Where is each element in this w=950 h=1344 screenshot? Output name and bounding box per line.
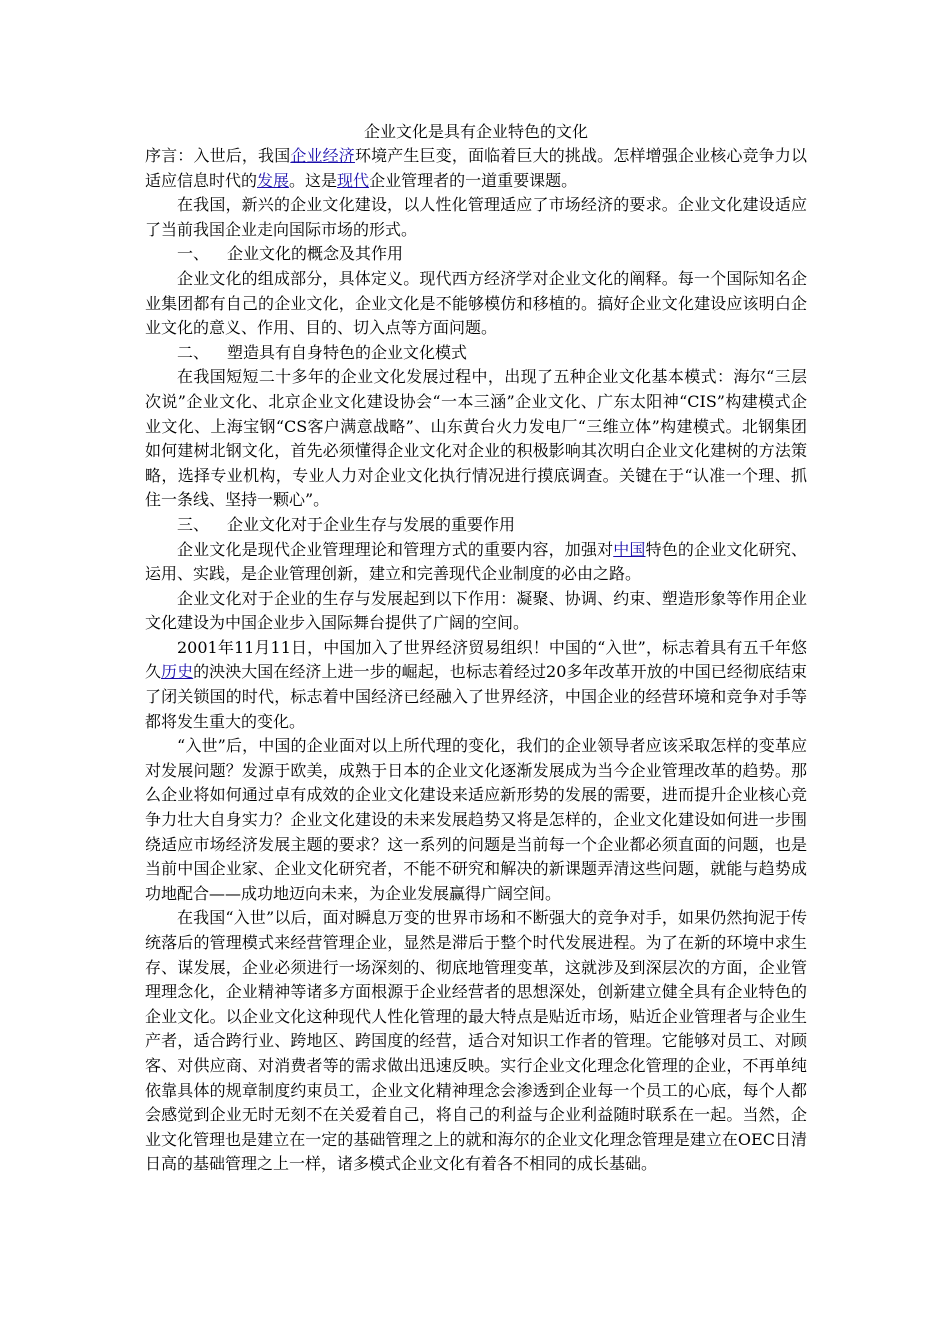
paragraph-7: “入世”后，中国的企业面对以上所代理的变化，我们的企业领导者应该采取怎样的变革应对发展问题？发源于欧美，成熟于日本的企业文化逐渐发展成为当今企业管理改革的趋势。那么企业将如何通过卓有成效的企业文化建设来适应新形势的发展的需要，进而提升企业核心竞争力壮大自身实力？企业文化建设的未来发展趋势又将是怎样的，企业文化建设如何进一步围绕适应市场经济发展主题的要求？这一系列的问题是当前每一个企业都必须直面的问题，也是当前中国企业家、企业文化研究者，不能不研究和解决的新课题弄清这些问题，就能与趋势成功地配合——成功地迈向未来，为企业发展赢得广阔空间。 (145, 736, 807, 903)
section-heading-3 (145, 513, 807, 538)
link-enterprise-economy[interactable]: 企业经济 (290, 146, 355, 165)
paragraph-4-text-2: 特色的企业文化研究、运用、实践，是企业管理创新，建立和完善现代企业制度的必由之路。 (145, 539, 807, 584)
section-title-1: 企业文化的概念及其作用 (227, 244, 404, 264)
section-number-3: 三、 (177, 514, 210, 534)
preface-text-1: 序言：入世后，我国 (145, 146, 291, 165)
paragraph-8: 在我国“入世”以后，面对瞬息万变的世界市场和不断强大的竞争对手，如果仍然拘泥于传统落后的管理模式来经营管理企业，显然是滞后于整个时代发展进程。为了在新的环境中求生存、谋发展，企业必须进行一场深刻的、彻底地管理变革，这就涉及到深层次的方面，企业管理理念化，企业精神等诸多方面根源于企业经营者的思想深处，创新建立健全具有企业特色的企业文化。以企业文化这种现代人性化管理的最大特点是贴近市场，贴近企业管理者与企业生产者，适合跨行业、跨地区、跨国度的经营，适合对知识工作者的管理。它能够对员工、对顾客、对供应商、对消费者等的需求做出迅速反映。实行企业文化理念化管理的企业，不再单纯依靠具体的规章制度约束员工，企业文化精神理念会渗透到企业每一个员工的心底，每个人都会感觉到企业无时无刻不在关爱着自己，将自己的利益与企业利益随时联系在一起。当然，企业文化管理也是建立在一定的基础管理之上的就和海尔的企业文化理念管理是建立在OEC日清日高的基础管理之上一样，诸多模式企业文化有着各不相同的成长基础。 (145, 908, 807, 1174)
paragraph-1: 在我国，新兴的企业文化建设，以人性化管理适应了市场经济的要求。企业文化建设适应了当前我国企业走向国际市场的形式。 (145, 195, 807, 239)
link-development[interactable]: 发展 (257, 170, 290, 190)
document-title: 企业文化是具有企业特色的文化 (363, 122, 588, 141)
section-number-2: 二、 (177, 342, 210, 362)
paragraph-6-text-2: 的泱泱大国在经济上进一步的崛起，也标志着经过20多年改革开放的中国已经彻底结束了闭关锁国的时代，标志着中国经济已经融入了世界经济，中国企业的经营环境和竞争对手等都将发生重大的变化。 (145, 662, 807, 731)
preface-text-3: 。这是 (289, 170, 338, 190)
paragraph-6-text-1: 2001年11月11日，中国加入了世界经济贸易组织！中国的“入世”，标志着具有五千年悠久 (145, 637, 807, 682)
link-china[interactable]: 中国 (613, 539, 646, 559)
document-page (145, 120, 807, 1177)
paragraph-4-text-1: 企业文化是现代企业管理理论和管理方式的重要内容，加强对 (177, 539, 614, 559)
section-title-3: 企业文化对于企业生存与发展的重要作用 (227, 514, 516, 534)
paragraph-6 (145, 636, 807, 734)
section-heading-1 (145, 242, 807, 267)
section-title-2: 塑造具有自身特色的企业文化模式 (227, 342, 468, 362)
preface-text-2: 环境产生巨变，面临着巨大的挑战。怎样增强企业核心竞争力以适应信息时代的 (145, 146, 807, 190)
link-history[interactable]: 历史 (161, 662, 194, 682)
section-number-1: 一、 (177, 244, 210, 264)
paragraph-4 (145, 538, 807, 587)
paragraph-3: 在我国短短二十多年的企业文化发展过程中，出现了五种企业文化基本模式：海尔“三层次说”企业文化、北京企业文化建设协会“一本三涵”企业文化、广东太阳神“CIS”构建模式企业文化、上海宝钢“CS客户满意战略”、山东黄台火力发电厂“三维立体”构建模式。北钢集团如何建树北钢文化，首先必须懂得企业文化对企业的积极影响其次明白企业文化建树的方法策略，选择专业机构，专业人力对企业文化执行情况进行摸底调查。关键在于“认准一个理、抓住一条线、坚持一颗心”。 (145, 367, 807, 510)
paragraph-2: 企业文化的组成部分，具体定义。现代西方经济学对企业文化的阐释。每一个国际知名企业集团都有自己的企业文化，企业文化是不能够模仿和移植的。搞好企业文化建设应该明白企业文化的意义、作用、目的、切入点等方面问题。 (145, 268, 807, 338)
link-modern[interactable]: 现代 (337, 170, 370, 190)
paragraph-5: 企业文化对于企业的生存与发展起到以下作用：凝聚、协调、约束、塑造形象等作用企业文化建设为中国企业步入国际舞台提供了广阔的空间。 (145, 588, 807, 633)
preface-text-4: 企业管理者的一道重要课题。 (369, 170, 578, 190)
section-heading-2 (145, 341, 807, 366)
preface-paragraph (145, 144, 807, 193)
